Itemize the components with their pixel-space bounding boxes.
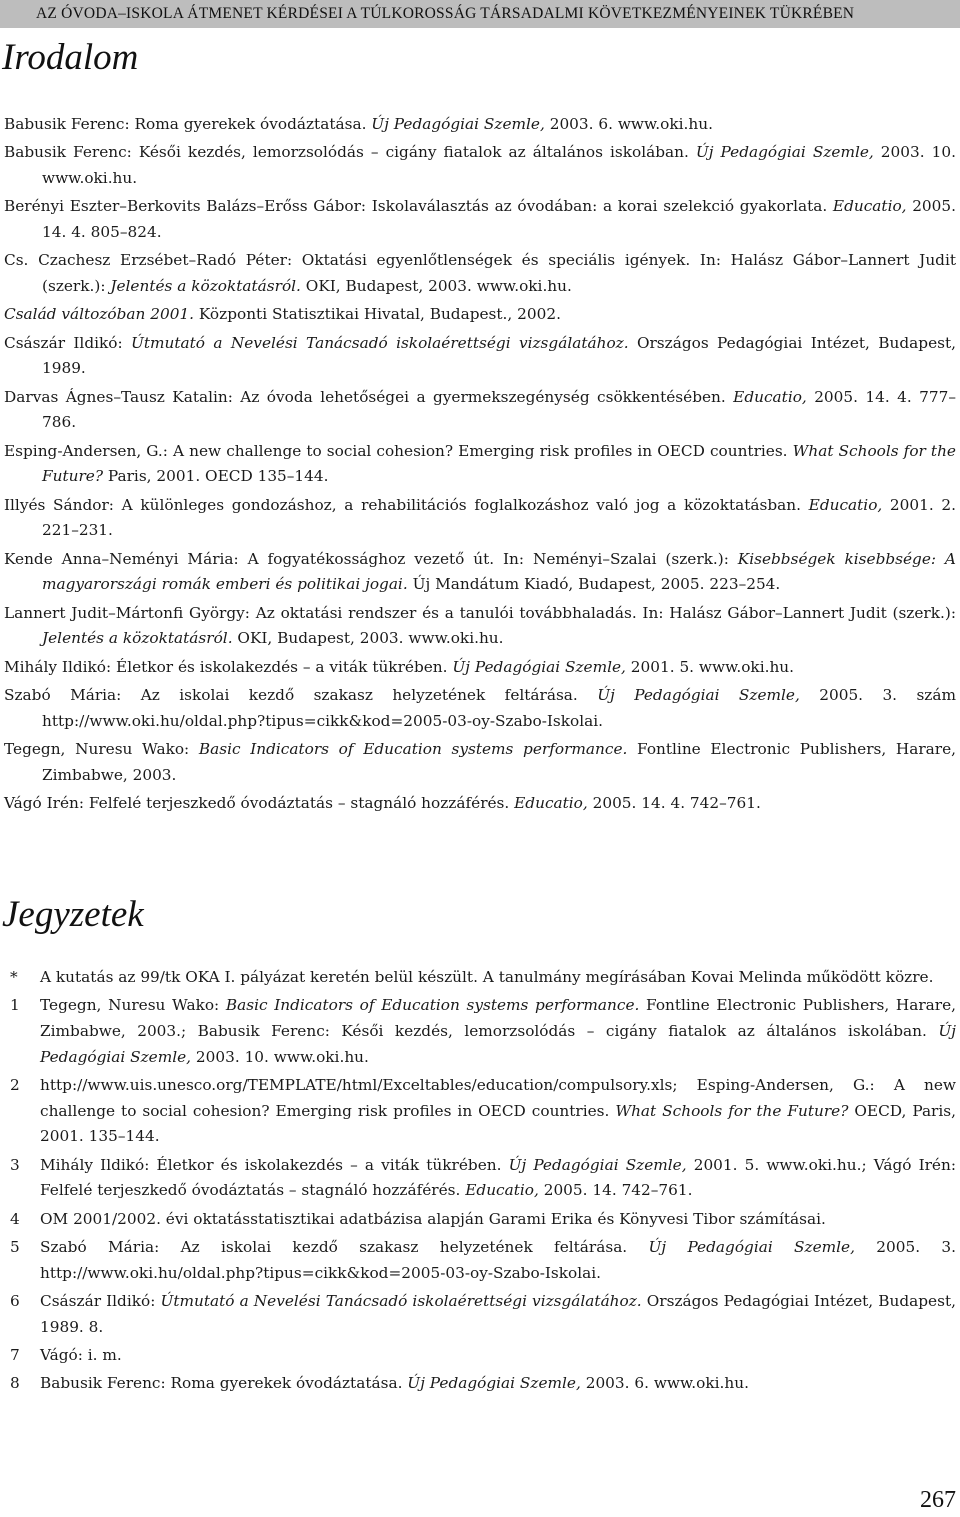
note-entry	[0, 1153, 956, 1204]
note-text: Mihály Ildikó: Életkor és iskolakezdés – a viták tükrében.	[40, 1155, 509, 1174]
reference-entry: Esping-Andersen, G.: A new challenge to social cohesion? Emerging risk profiles in OECD countries. What Schools for the Future? Paris, 2001. OECD 135–144.	[4, 441, 956, 486]
references-title: Irodalom	[2, 37, 139, 78]
reference-entry: Vágó Irén: Felfelé terjeszkedő óvodáztatás – stagnáló hozzáférés. Educatio, 2005. 14. 4. 742–761.	[4, 793, 761, 812]
note-marker: 1	[10, 996, 20, 1015]
note-entry	[0, 1371, 956, 1397]
notes-title: Jegyzetek	[2, 894, 144, 935]
reference-entry: Szabó Mária: Az iskolai kezdő szakasz helyzetének feltárása. Új Pedagógiai Szemle, 2005. 3. szám http://www.oki.hu/oldal.php?tipus=cikk&kod=2005-03-oy-Szabo-Iskolai.	[4, 685, 956, 730]
note-text: Babusik Ferenc: Roma gyerekek óvodáztatása.	[40, 1374, 408, 1393]
note-text: Országos Pedagógiai Intézet, Budapest, 1989. 8.	[40, 1292, 956, 1336]
note-text: Basic Indicators of Education systems performance.	[225, 996, 640, 1015]
note-text: Új Pedagógiai Szemle,	[40, 1022, 956, 1066]
references-list	[4, 112, 956, 819]
reference-entry: Császár Ildikó: Útmutató a Nevelési Tanácsadó iskolaérettségi vizsgálatához. Országos Pedagógiai Intézet, Budapest, 1989.	[4, 333, 956, 378]
note-text: Tegegn, Nuresu Wako:	[40, 996, 226, 1015]
reference-entry: Illyés Sándor: A különleges gondozáshoz, a rehabilitációs foglalkozáshoz való jog a közoktatásban. Educatio, 2001. 2. 221–231.	[4, 495, 956, 540]
note-entry	[0, 1073, 956, 1150]
note-text: Új Pedagógiai Szemle,	[407, 1374, 581, 1393]
note-entry	[0, 1207, 956, 1233]
note-text: A kutatás az 99/tk OKA I. pályázat keretén belül készült. A tanulmány megírásában Kovai Melinda működött közre.	[40, 968, 934, 986]
note-text: Educatio,	[465, 1181, 539, 1200]
note-text: Vágó: i. m.	[40, 1346, 122, 1364]
reference-entry: Babusik Ferenc: Roma gyerekek óvodáztatása. Új Pedagógiai Szemle, 2003. 6. www.oki.hu.	[4, 115, 713, 133]
note-marker: 6	[10, 1292, 20, 1310]
note-text: 2005. 14. 742–761.	[538, 1181, 693, 1200]
page-number: 267	[920, 1487, 956, 1513]
note-entry	[0, 1289, 956, 1340]
reference-entry: Család változóban 2001. Központi Statisztikai Hivatal, Budapest., 2002.	[4, 305, 561, 324]
note-text: Szabó Mária: Az iskolai kezdő szakasz helyzetének feltárása.	[40, 1238, 649, 1256]
reference-entry: Kende Anna–Neményi Mária: A fogyatékossághoz vezető út. In: Neményi–Szalai (szerk.): Kisebbségek kisebbsége: A magyarországi romák emberi és politikai jogai. Új Mandátum Kiadó, Budapest, 2005. 223–254.	[4, 549, 956, 594]
note-text: Új Pedagógiai Szemle,	[648, 1238, 855, 1256]
note-marker: *	[10, 968, 18, 986]
note-text: 2003. 10. www.oki.hu.	[191, 1047, 369, 1066]
note-text: OECD, Paris, 2001. 135–144.	[40, 1101, 956, 1146]
reference-entry: Mihály Ildikó: Életkor és iskolakezdés – a viták tükrében. Új Pedagógiai Szemle, 2001. 5. www.oki.hu.	[4, 657, 795, 676]
note-text: 2003. 6. www.oki.hu.	[580, 1374, 749, 1393]
reference-entry: Darvas Ágnes–Tausz Katalin: Az óvoda lehetőségei a gyermekszegénység csökkentésében. Educatio, 2005. 14. 4. 777–786.	[4, 387, 956, 432]
note-text: 2001. 5. www.oki.hu.; Vágó Irén: Felfelé terjeszkedő óvodáztatás – stagnáló hozzáférés.	[40, 1155, 956, 1200]
note-text: Császár Ildikó:	[40, 1292, 161, 1310]
note-text: OM 2001/2002. évi oktatásstatisztikai adatbázisa alapján Garami Erika és Könyvesi Tibor számításai.	[40, 1209, 826, 1228]
note-marker: 3	[10, 1155, 20, 1174]
reference-entry: Lannert Judit–Mártonfi György: Az oktatási rendszer és a tanulói továbbhaladás. In: Halász Gábor–Lannert Judit (szerk.): Jelentés a közoktatásról. OKI, Budapest, 2003. www.oki.hu.	[4, 603, 956, 648]
running-head: AZ ÓVODA–ISKOLA ÁTMENET KÉRDÉSEI A TÚLKOROSSÁG TÁRSADALMI KÖVETKEZMÉNYEINEK TÜKRÉBEN	[36, 5, 855, 22]
reference-entry: Tegegn, Nuresu Wako: Basic Indicators of Education systems performance. Fontline Electronic Publishers, Harare, Zimbabwe, 2003.	[4, 739, 957, 784]
note-entry	[0, 993, 956, 1070]
note-entry	[0, 965, 956, 991]
reference-entry: Babusik Ferenc: Késői kezdés, lemorzsolódás – cigány fiatalok az általános iskolában. Új Pedagógiai Szemle, 2003. 10. www.oki.hu.	[4, 143, 956, 187]
note-text: Útmutató a Nevelési Tanácsadó iskolaérettségi vizsgálatához.	[160, 1292, 642, 1310]
reference-entry: Berényi Eszter–Berkovits Balázs–Erőss Gábor: Iskolaválasztás az óvodában: a korai szelekció gyakorlata. Educatio, 2005. 14. 4. 805–824.	[4, 197, 956, 241]
note-text: http://www.uis.unesco.org/TEMPLATE/html/Exceltables/education/compulsory.xls; Esping-Andersen, G.: A new challenge to social cohesion? Emerging risk profiles in OECD countries.	[40, 1076, 956, 1120]
running-head-bar	[0, 0, 960, 28]
note-text: 2005. 3. http://www.oki.hu/oldal.php?tipus=cikk&kod=2005-03-oy-Szabo-Iskolai.	[40, 1238, 956, 1282]
reference-entry: Cs. Czachesz Erzsébet–Radó Péter: Oktatási egyenlőtlenségek és speciális igények. In: Halász Gábor–Lannert Judit (szerk.): Jelentés a közoktatásról. OKI, Budapest, 2003. www.oki.hu.	[4, 251, 956, 295]
note-text: Új Pedagógiai Szemle,	[508, 1155, 687, 1174]
note-entry	[0, 1343, 956, 1369]
note-marker: 2	[10, 1076, 20, 1094]
note-marker: 8	[10, 1374, 20, 1393]
note-marker: 5	[10, 1238, 20, 1256]
note-text: What Schools for the Future?	[615, 1101, 849, 1120]
note-marker: 7	[10, 1346, 20, 1364]
note-entry	[0, 1235, 956, 1286]
note-text: Fontline Electronic Publishers, Harare, Zimbabwe, 2003.; Babusik Ferenc: Késői kezdés, lemorzsolódás – cigány fiatalok az általános iskolában.	[40, 996, 957, 1040]
note-marker: 4	[10, 1209, 20, 1228]
notes-list	[0, 965, 956, 1400]
